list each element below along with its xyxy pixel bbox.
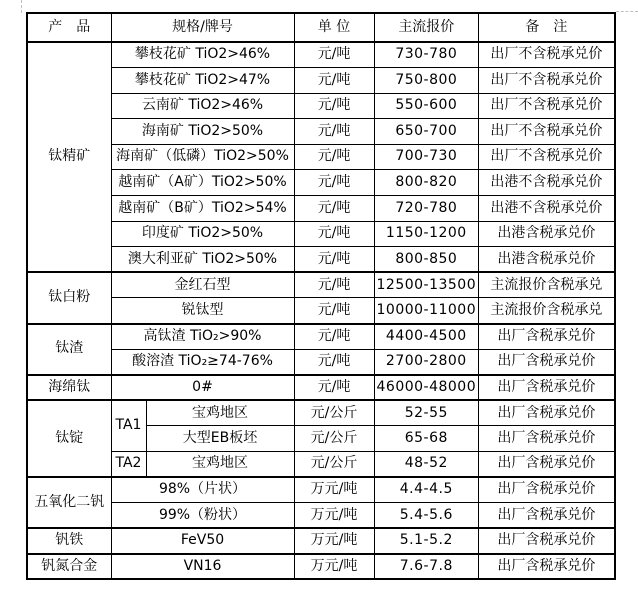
cell-price: 720-780: [374, 196, 479, 222]
cell-price: 65-68: [374, 426, 479, 452]
cell-spec: 海南矿（低磷）TiO2>50%: [111, 144, 294, 170]
table-row: [27, 119, 615, 145]
cell-unit: 元/吨: [294, 144, 374, 170]
table-row: [27, 170, 615, 196]
cell-remark: 出港含税承兑价: [479, 247, 615, 273]
cell-spec: 宝鸡地区: [146, 400, 294, 426]
table-row: [27, 477, 615, 503]
cell-remark: 出厂含税承兑价: [479, 375, 615, 401]
cell-remark: 出厂不含税承兑价: [479, 93, 615, 119]
cell-remark: 出港不含税承兑价: [479, 196, 615, 222]
cell-price: 46000-48000: [374, 375, 479, 401]
cell-unit: 万元/吨: [294, 477, 374, 503]
cell-remark: 出港含税承兑价: [479, 221, 615, 247]
cell-product-group: 钛渣: [27, 324, 111, 375]
cell-price: 730-780: [374, 42, 479, 68]
cell-spec: 越南矿（A矿）TiO2>50%: [111, 170, 294, 196]
table-row: [27, 324, 615, 350]
cell-product-group: 钒氮合金: [27, 554, 111, 580]
cell-product-group: 钒铁: [27, 528, 111, 554]
cell-unit: 元/吨: [294, 221, 374, 247]
cell-spec: 酸溶渣 TiO₂≥74-76%: [111, 349, 294, 375]
cell-unit: 元/吨: [294, 349, 374, 375]
cell-spec: 锐钛型: [111, 298, 294, 324]
cell-spec: 99%（粉状）: [111, 503, 294, 529]
cell-price: 52-55: [374, 400, 479, 426]
header-price: 主流报价: [374, 13, 479, 42]
cell-grade: TA2: [111, 452, 146, 478]
cell-product-group: 五氧化二钒: [27, 477, 111, 528]
cell-price: 800-820: [374, 170, 479, 196]
cell-spec: 高钛渣 TiO₂>90%: [111, 324, 294, 350]
cell-product-group: 钛锭: [27, 400, 111, 477]
cell-price: 800-850: [374, 247, 479, 273]
cell-unit: 元/吨: [294, 196, 374, 222]
cell-product-group: 海绵钛: [27, 375, 111, 401]
cell-remark: 出厂含税承兑价: [479, 452, 615, 478]
table-row: [27, 68, 615, 94]
cell-spec: 宝鸡地区: [146, 452, 294, 478]
cell-spec: 大型EB板坯: [146, 426, 294, 452]
cell-grade: TA1: [111, 400, 146, 451]
table-row: [27, 272, 615, 298]
table-row: [27, 196, 615, 222]
cell-price: 7.6-7.8: [374, 554, 479, 580]
cell-spec: 98%（片状）: [111, 477, 294, 503]
cell-unit: 万元/吨: [294, 554, 374, 580]
cell-unit: 元/吨: [294, 298, 374, 324]
cell-spec: 攀枝花矿 TiO2>47%: [111, 68, 294, 94]
cell-remark: 出港不含税承兑价: [479, 170, 615, 196]
table-row: [27, 400, 615, 426]
cell-price: 4.4-4.5: [374, 477, 479, 503]
cell-remark: 出厂含税承兑价: [479, 528, 615, 554]
cell-spec: 澳大利亚矿 TiO2>50%: [111, 247, 294, 273]
header-row: [27, 13, 615, 42]
cell-unit: 万元/吨: [294, 503, 374, 529]
cell-spec: 攀枝花矿 TiO2>46%: [111, 42, 294, 68]
cell-product-group: 钛精矿: [27, 42, 111, 272]
cell-unit: 元/公斤: [294, 452, 374, 478]
cell-unit: 元/吨: [294, 93, 374, 119]
cell-remark: 出厂含税承兑价: [479, 477, 615, 503]
table-row: [27, 42, 615, 68]
cell-price: 5.1-5.2: [374, 528, 479, 554]
cell-unit: 元/吨: [294, 68, 374, 94]
pagebreak-line-vertical: [21, 0, 22, 13]
table-row: [27, 144, 615, 170]
cell-spec: FeV50: [111, 528, 294, 554]
cell-price: 550-600: [374, 93, 479, 119]
cell-price: 2700-2800: [374, 349, 479, 375]
cell-remark: 出厂不含税承兑价: [479, 144, 615, 170]
price-table: [26, 12, 616, 580]
cell-remark: 主流报价含税承兑: [479, 298, 615, 324]
cell-price: 750-800: [374, 68, 479, 94]
cell-unit: 元/吨: [294, 247, 374, 273]
cell-unit: 元/公斤: [294, 426, 374, 452]
header-remark: 备 注: [479, 13, 615, 42]
header-spec: 规格/牌号: [111, 13, 294, 42]
cell-unit: 元/吨: [294, 170, 374, 196]
cell-price: 5.4-5.6: [374, 503, 479, 529]
table-row: [27, 554, 615, 580]
cell-spec: 云南矿 TiO2>46%: [111, 93, 294, 119]
cell-spec: 印度矿 TiO2>50%: [111, 221, 294, 247]
cell-price: 48-52: [374, 452, 479, 478]
table-row: [27, 298, 615, 324]
pagebreak-line-horizontal: [616, 11, 638, 12]
table-row: [27, 221, 615, 247]
cell-remark: 出厂含税承兑价: [479, 554, 615, 580]
table-row: [27, 503, 615, 529]
cell-price: 1150-1200: [374, 221, 479, 247]
cell-unit: 元/吨: [294, 119, 374, 145]
table-row: [27, 247, 615, 273]
header-product: 产 品: [27, 13, 111, 42]
cell-remark: 出厂含税承兑价: [479, 400, 615, 426]
table-row: [27, 349, 615, 375]
cell-price: 12500-13500: [374, 272, 479, 298]
cell-unit: 元/吨: [294, 324, 374, 350]
cell-price: 700-730: [374, 144, 479, 170]
cell-spec: 越南矿（B矿）TiO2>54%: [111, 196, 294, 222]
cell-remark: 出厂含税承兑价: [479, 349, 615, 375]
cell-remark: 主流报价含税承兑: [479, 272, 615, 298]
cell-remark: 出厂含税承兑价: [479, 503, 615, 529]
table-row: [27, 93, 615, 119]
table-row: [27, 375, 615, 401]
cell-unit: 元/吨: [294, 375, 374, 401]
cell-remark: 出厂不含税承兑价: [479, 119, 615, 145]
table-row: [27, 452, 615, 478]
cell-price: 650-700: [374, 119, 479, 145]
cell-remark: 出厂含税承兑价: [479, 324, 615, 350]
header-unit: 单 位: [294, 13, 374, 42]
cell-unit: 元/吨: [294, 42, 374, 68]
cell-remark: 出厂不含税承兑价: [479, 68, 615, 94]
cell-spec: 0#: [111, 375, 294, 401]
cell-unit: 元/公斤: [294, 400, 374, 426]
cell-remark: 出厂不含税承兑价: [479, 42, 615, 68]
cell-remark: 出厂含税承兑价: [479, 426, 615, 452]
cell-unit: 万元/吨: [294, 528, 374, 554]
cell-spec: 金红石型: [111, 272, 294, 298]
cell-spec: VN16: [111, 554, 294, 580]
cell-product-group: 钛白粉: [27, 272, 111, 323]
table-row: [27, 528, 615, 554]
cell-price: 4400-4500: [374, 324, 479, 350]
cell-price: 10000-11000: [374, 298, 479, 324]
cell-spec: 海南矿 TiO2>50%: [111, 119, 294, 145]
cell-unit: 元/吨: [294, 272, 374, 298]
